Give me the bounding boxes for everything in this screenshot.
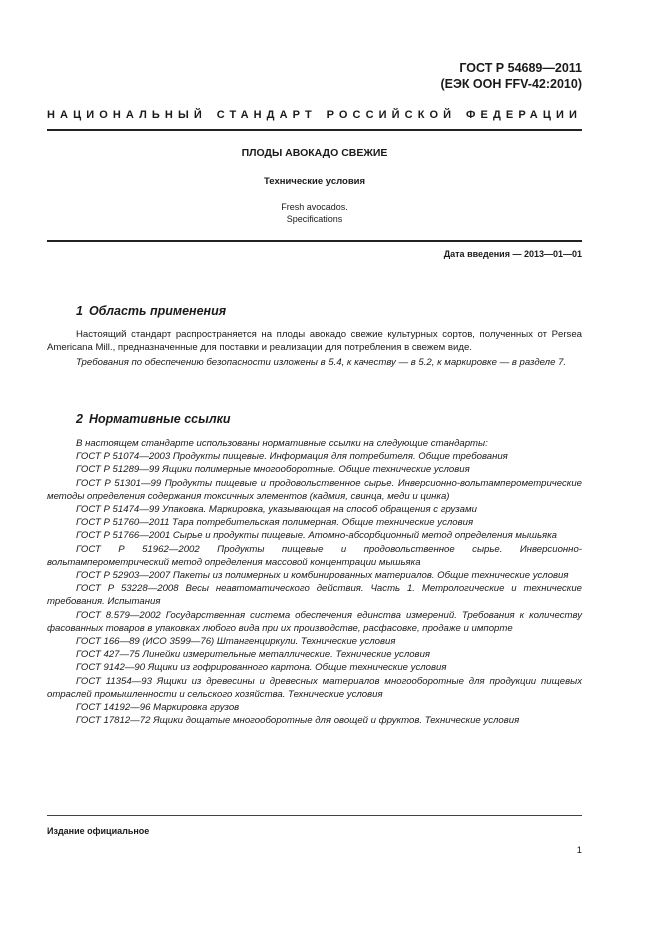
reference-item: ГОСТ 9142—90 Ящики из гофрированного картона. Общие технические условия bbox=[76, 662, 447, 674]
reference-item: ГОСТ 166—89 (ИСО 3599—76) Штангенциркули. Технические условия bbox=[76, 636, 396, 648]
section-2-heading bbox=[76, 412, 231, 426]
standard-number: ГОСТ Р 54689—2011 bbox=[459, 61, 582, 75]
standard-alt-number: (ЕЭК ООН FFV-42:2010) bbox=[440, 77, 582, 91]
section-1-title: Область применения bbox=[88, 304, 227, 318]
reference-item: ГОСТ Р 51301—99 Продукты пищевые и продовольственное сырье. Инверсионно-вольтамперометрические методы определения содержания токсичных элементов (кадмия, свинца, меди и цинка) bbox=[47, 477, 582, 502]
title-rule bbox=[47, 240, 582, 242]
reference-item: ГОСТ Р 51766—2001 Сырье и продукты пищевые. Атомно-абсорбционный метод определения мышьяка bbox=[76, 530, 558, 542]
standard-number-block bbox=[440, 60, 582, 92]
normative-references-list bbox=[47, 437, 582, 727]
document-title: ПЛОДЫ АВОКАДО СВЕЖИЕ bbox=[241, 147, 388, 159]
section-1-paragraph-2: Требования по обеспечению безопасности изложены в 5.4, к качеству — в 5.2, к маркировке — в разделе 7. bbox=[76, 357, 567, 369]
reference-item: ГОСТ Р 53228—2008 Весы неавтоматического действия. Часть 1. Метрологические и технические требования. Испытания bbox=[47, 583, 582, 608]
english-title bbox=[47, 201, 582, 225]
document-subtitle: Технические условия bbox=[263, 176, 366, 187]
reference-item: ГОСТ Р 52903—2007 Пакеты из полимерных и комбинированных материалов. Общие технические условия bbox=[76, 570, 569, 582]
reference-item: ГОСТ 14192—96 Маркировка грузов bbox=[76, 702, 240, 714]
reference-item: ГОСТ Р 51074—2003 Продукты пищевые. Информация для потребителя. Общие требования bbox=[76, 451, 508, 463]
official-edition-label: Издание официальное bbox=[47, 826, 150, 836]
section-2-title: Нормативные ссылки bbox=[88, 412, 231, 426]
reference-item: ГОСТ Р 51474—99 Упаковка. Маркировка, указывающая на способ обращения с грузами bbox=[76, 504, 477, 516]
references-intro: В настоящем стандарте использованы нормативные ссылки на следующие стандарты: bbox=[76, 438, 488, 449]
national-standard-title: НАЦИОНАЛЬНЫЙ СТАНДАРТ РОССИЙСКОЙ ФЕДЕРАЦИИ bbox=[47, 109, 582, 121]
footer-rule bbox=[47, 815, 582, 816]
reference-item: ГОСТ 11354—93 Ящики из древесины и древесных материалов многооборотные для продукции пищевых отраслей промышленности и сельского хозяйства. Технические условия bbox=[47, 675, 582, 700]
reference-item: ГОСТ Р 51962—2002 Продукты пищевые и продовольственное сырье. Инверсионно-вольтамперометрический метод определения массовой концентрации мышьяка bbox=[47, 543, 582, 568]
reference-item: ГОСТ 8.579—2002 Государственная система обеспечения единства измерений. Требования к количеству фасованных товаров в упаковках любого вида при их производстве, расфасовке, продаже и импорте bbox=[47, 609, 582, 634]
section-2-number: 2 bbox=[76, 412, 83, 426]
reference-item: ГОСТ Р 51289—99 Ящики полимерные многооборотные. Общие технические условия bbox=[76, 464, 470, 476]
reference-item: ГОСТ 427—75 Линейки измерительные металлические. Технические условия bbox=[76, 649, 431, 661]
english-title-line-2: Specifications bbox=[286, 214, 343, 224]
reference-item: ГОСТ 17812—72 Ящики дощатые многооборотные для овощей и фруктов. Технические условия bbox=[76, 715, 520, 727]
reference-item: ГОСТ Р 51760—2011 Тара потребительская полимерная. Общие технические условия bbox=[76, 517, 474, 529]
section-1-paragraph-1: Настоящий стандарт распространяется на плоды авокадо свежие культурных сортов, полученных от Persea Americana Mill., предназначенные для поставки и реализации для потребления в свежем виде. bbox=[47, 329, 582, 354]
section-1-body bbox=[47, 328, 582, 370]
header-rule bbox=[47, 129, 582, 131]
section-1-number: 1 bbox=[76, 304, 83, 318]
introduction-date: Дата введения — 2013—01—01 bbox=[443, 249, 582, 259]
section-1-heading bbox=[76, 304, 226, 318]
english-title-line-1: Fresh avocados. bbox=[281, 202, 348, 212]
page-number: 1 bbox=[576, 845, 582, 856]
